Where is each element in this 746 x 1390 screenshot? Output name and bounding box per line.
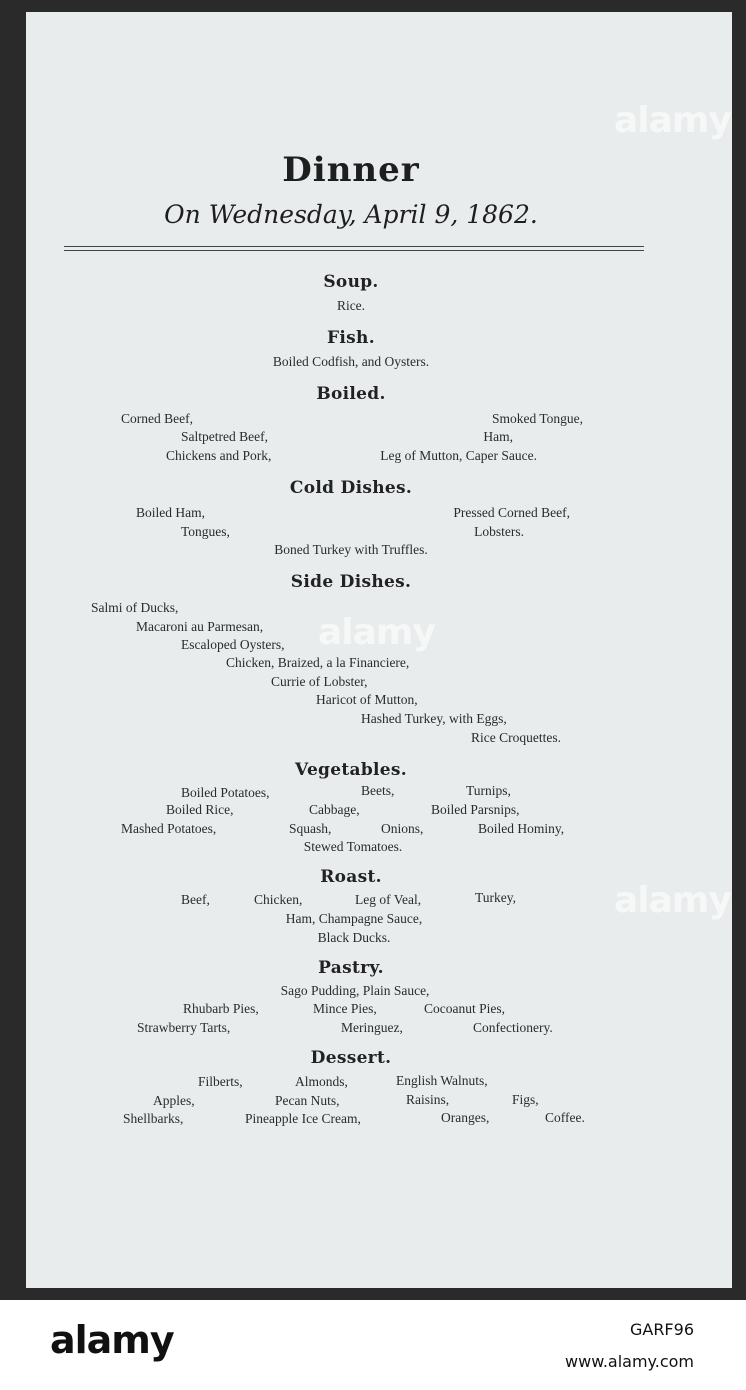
menu-item: Turkey, <box>475 890 517 905</box>
divider <box>64 246 644 247</box>
menu-item: Smoked Tongue, <box>491 411 583 426</box>
menu-item: Rhubarb Pies, <box>183 1001 259 1016</box>
section-heading-soup: Soup. <box>323 272 379 292</box>
watermark: alamy <box>614 880 731 921</box>
menu-item: Hashed Turkey, with Eggs, <box>361 711 507 726</box>
menu-item: English Walnuts, <box>396 1073 488 1088</box>
section-heading-cold-dishes: Cold Dishes. <box>289 478 413 498</box>
menu-item: Saltpetred Beef, <box>181 429 268 444</box>
menu-item: Ham, Champagne Sauce, <box>285 911 423 926</box>
menu-item: Turnips, <box>466 783 511 798</box>
menu-item: Meringuez, <box>341 1020 403 1035</box>
menu-item: Squash, <box>289 821 332 836</box>
menu-item: Macaroni au Parmesan, <box>136 619 264 634</box>
section-heading-fish: Fish. <box>327 328 375 348</box>
watermark: alamy <box>614 100 731 141</box>
menu-item: Sago Pudding, Plain Sauce, <box>280 983 430 998</box>
menu-item: Boiled Rice, <box>166 802 234 817</box>
menu-item: Boiled Codfish, and Oysters. <box>272 354 430 369</box>
menu-item: Strawberry Tarts, <box>137 1020 231 1035</box>
menu-item: Lobsters. <box>474 524 524 539</box>
menu-item: Coffee. <box>545 1110 585 1125</box>
menu-item: Tongues, <box>181 524 230 539</box>
menu-item: Beef, <box>181 892 210 907</box>
section-heading-side-dishes: Side Dishes. <box>290 572 412 592</box>
menu-item: Escaloped Oysters, <box>181 637 285 652</box>
menu-item: Leg of Mutton, Caper Sauce. <box>380 448 537 463</box>
menu-item: Filberts, <box>198 1074 243 1089</box>
menu-item: Leg of Veal, <box>355 892 422 907</box>
menu-item: Chicken, <box>254 892 303 907</box>
menu-item: Chicken, Braized, a la Financiere, <box>226 655 410 670</box>
menu-item: Mashed Potatoes, <box>121 821 217 836</box>
menu-title: Dinner <box>282 150 420 190</box>
menu-item: Figs, <box>512 1092 539 1107</box>
menu-item: Rice. <box>336 298 366 313</box>
menu-item: Onions, <box>381 821 424 836</box>
watermark: alamy <box>318 612 435 653</box>
section-heading-pastry: Pastry. <box>318 958 384 978</box>
footer-bar <box>0 1300 746 1390</box>
menu-item: Currie of Lobster, <box>271 674 368 689</box>
menu-item: Ham, <box>483 429 513 444</box>
menu-item: Pressed Corned Beef, <box>453 505 570 520</box>
divider <box>64 250 644 251</box>
menu-item: Beets, <box>361 783 395 798</box>
footer-logo: alamy <box>50 1318 174 1362</box>
menu-item: Cabbage, <box>309 802 360 817</box>
menu-item: Pecan Nuts, <box>275 1093 340 1108</box>
menu-item: Raisins, <box>406 1092 450 1107</box>
footer-url: www.alamy.com <box>565 1352 694 1371</box>
menu-item: Boiled Hominy, <box>478 821 565 836</box>
menu-item: Almonds, <box>295 1074 348 1089</box>
menu-item: Stewed Tomatoes. <box>303 839 403 854</box>
menu-item: Salmi of Ducks, <box>91 600 179 615</box>
section-heading-boiled: Boiled. <box>316 384 386 404</box>
section-heading-roast: Roast. <box>320 867 382 887</box>
menu-item: Boiled Ham, <box>136 505 205 520</box>
menu-item: Boiled Parsnips, <box>431 802 520 817</box>
menu-date: On Wednesday, April 9, 1862. <box>164 200 538 229</box>
menu-item: Cocoanut Pies, <box>424 1001 505 1016</box>
menu-item: Pineapple Ice Cream, <box>245 1111 361 1126</box>
image-id: GARF96 <box>629 1320 694 1339</box>
menu-item: Shellbarks, <box>123 1111 184 1126</box>
menu-item: Rice Croquettes. <box>471 730 561 745</box>
menu-item: Oranges, <box>441 1110 490 1125</box>
menu-item: Black Ducks. <box>317 930 391 945</box>
menu-item: Chickens and Pork, <box>166 448 272 463</box>
menu-item: Corned Beef, <box>121 411 193 426</box>
menu-item: Mince Pies, <box>313 1001 377 1016</box>
section-heading-dessert: Dessert. <box>310 1048 392 1068</box>
menu-item: Boiled Potatoes, <box>181 785 270 800</box>
menu-item: Boned Turkey with Truffles. <box>274 542 428 557</box>
menu-item: Haricot of Mutton, <box>316 692 418 707</box>
section-heading-vegetables: Vegetables. <box>295 760 407 780</box>
menu-item: Confectionery. <box>473 1020 553 1035</box>
menu-item: Apples, <box>153 1093 195 1108</box>
